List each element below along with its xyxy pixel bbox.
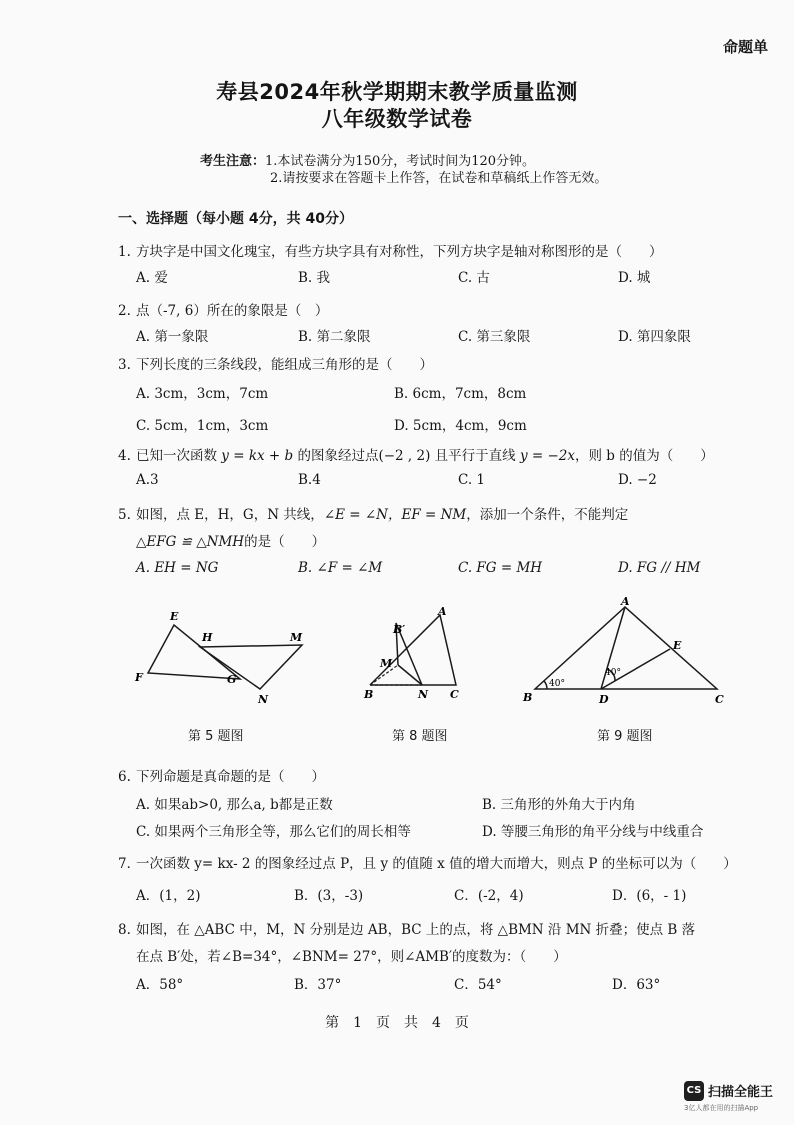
fig9-label-a: A bbox=[621, 595, 630, 608]
scanner-tagline: 3亿人都在用的扫描App bbox=[684, 1103, 759, 1112]
fig5-label-n: N bbox=[258, 693, 269, 706]
q1-option-c: C. 古 bbox=[458, 270, 490, 286]
q3-number: 3. bbox=[118, 357, 131, 373]
fig9-angle-b: 40° bbox=[549, 679, 565, 689]
fig5-label-f: F bbox=[135, 671, 143, 684]
q5-expr-1: ∠E = ∠N，EF = NM bbox=[323, 507, 467, 523]
fig9-angle-d: 40° bbox=[605, 668, 621, 678]
fig9-label-e: E bbox=[673, 639, 682, 652]
scanner-watermark bbox=[684, 1080, 773, 1113]
fig5-label-m: M bbox=[290, 631, 303, 644]
q6-option-b: B. 三角形的外角大于内角 bbox=[482, 797, 636, 813]
q3-option-b: B. 6cm，7cm，8cm bbox=[394, 386, 527, 402]
question-4 bbox=[118, 444, 714, 464]
notice-line2: 2.请按要求在答题卡上作答，在试卷和草稿纸上作答无效。 bbox=[270, 171, 608, 186]
fig9-label-c: C bbox=[715, 693, 724, 706]
q8-option-b: B．37° bbox=[294, 977, 342, 993]
q4-option-d: D. −2 bbox=[618, 472, 657, 488]
q2-text: 点（-7, 6）所在的象限是（ ） bbox=[136, 303, 329, 319]
q6-text: 下列命题是真命题的是（ ） bbox=[136, 769, 325, 785]
q4-text-c: ，则 b 的值为（ ） bbox=[575, 448, 714, 464]
q2-option-a: A. 第一象限 bbox=[136, 329, 209, 345]
page-number: 第 1 页 共 4 页 bbox=[325, 1015, 469, 1031]
exam-title-line2: 八年级数学试卷 bbox=[321, 107, 473, 131]
q7-option-b: B．(3，-3) bbox=[294, 888, 364, 904]
q5-option-b: B. ∠F = ∠M bbox=[298, 560, 383, 576]
q5-option-d: D. FG // HM bbox=[618, 560, 701, 576]
fig5-label-e: E bbox=[170, 610, 179, 623]
corner-label: 命题单 bbox=[722, 38, 768, 56]
q6-option-c: C. 如果两个三角形全等，那么它们的周长相等 bbox=[136, 824, 411, 840]
fig8-label-a: A bbox=[438, 605, 447, 618]
q3-option-d: D. 5cm，4cm，9cm bbox=[394, 418, 527, 434]
q6-option-a: A. 如果ab>0, 那么a, b都是正数 bbox=[136, 797, 333, 813]
q8-option-a: A．58° bbox=[136, 977, 184, 993]
fig8-label-c: C bbox=[450, 688, 459, 701]
q1-option-b: B. 我 bbox=[298, 270, 331, 286]
fig8-label-n: N bbox=[418, 688, 429, 701]
question-5-line2 bbox=[136, 530, 325, 550]
q6-number: 6. bbox=[118, 769, 131, 785]
fig9-label-d: D bbox=[599, 693, 609, 706]
figure-8-diagram bbox=[360, 605, 490, 710]
q5-number: 5. bbox=[118, 507, 131, 523]
q4-option-a: A.3 bbox=[136, 472, 159, 488]
figure-9-caption: 第 9 题图 bbox=[597, 729, 653, 744]
q1-option-a: A. 爱 bbox=[136, 270, 168, 286]
fig5-label-g: G bbox=[227, 673, 237, 686]
question-6 bbox=[118, 765, 325, 785]
q7-option-a: A．(1，2) bbox=[136, 888, 201, 904]
q1-number: 1. bbox=[118, 244, 131, 260]
fig9-label-b: B bbox=[523, 691, 533, 704]
figure-5-caption: 第 5 题图 bbox=[188, 729, 244, 744]
q3-option-a: A. 3cm，3cm，7cm bbox=[136, 386, 269, 402]
q5-option-a: A. EH = NG bbox=[136, 560, 219, 576]
q5-tail: 的是（ ） bbox=[244, 534, 326, 550]
q8-number: 8. bbox=[118, 922, 131, 938]
q5-text-a: 如图，点 E，H，G，N 共线， bbox=[136, 507, 324, 523]
q4-number: 4. bbox=[118, 448, 131, 464]
fig8-label-b-prime: B′ bbox=[393, 623, 406, 636]
question-7 bbox=[118, 852, 737, 872]
q5-text-b: ，添加一个条件，不能判定 bbox=[466, 507, 629, 523]
q2-option-d: D. 第四象限 bbox=[618, 329, 691, 345]
q3-text: 下列长度的三条线段，能组成三角形的是（ ） bbox=[136, 357, 433, 373]
question-2 bbox=[118, 299, 328, 319]
q4-expr-2: y = −2x bbox=[519, 448, 575, 464]
question-5 bbox=[118, 503, 628, 523]
q6-option-d: D. 等腰三角形的角平分线与中线重合 bbox=[482, 824, 704, 840]
figure-9-diagram bbox=[515, 595, 730, 710]
q4-text-a: 已知一次函数 bbox=[136, 448, 217, 464]
q8-option-d: D．63° bbox=[612, 977, 661, 993]
q8-option-c: C．54° bbox=[454, 977, 502, 993]
q4-option-c: C. 1 bbox=[458, 472, 486, 488]
notice-text-1: 1.本试卷满分为150分，考试时间为120分钟。 bbox=[265, 154, 536, 169]
question-1 bbox=[118, 240, 663, 260]
fig8-label-b: B bbox=[364, 688, 374, 701]
scanner-logo-icon: CS bbox=[684, 1081, 704, 1101]
q7-option-c: C．(-2，4) bbox=[454, 888, 524, 904]
q3-option-c: C. 5cm，1cm，3cm bbox=[136, 418, 269, 434]
q7-number: 7． bbox=[118, 856, 141, 872]
q4-text-b: 的图象经过点(−2 , 2) 且平行于直线 bbox=[297, 448, 516, 464]
fig8-label-m: M bbox=[380, 657, 393, 670]
section-title: 一、选择题（每小题 4分，共 40分） bbox=[118, 211, 353, 227]
scanner-app-name: 扫描全能王 bbox=[708, 1085, 774, 1100]
q4-option-b: B.4 bbox=[298, 472, 321, 488]
question-8 bbox=[118, 918, 695, 938]
exam-title-line1: 寿县2024年秋学期期末教学质量监测 bbox=[216, 80, 578, 104]
figure-5-diagram bbox=[130, 605, 310, 710]
question-8-line2: 在点 B′处，若∠B=34°，∠BNM= 27°，则∠AMB′的度数为：（ ） bbox=[136, 949, 567, 965]
q7-option-d: D．(6，- 1) bbox=[612, 888, 687, 904]
q5-congruence: △EFG ≌ △NMH bbox=[136, 534, 245, 550]
question-3 bbox=[118, 353, 433, 373]
q7-text: 一次函数 y= kx- 2 的图象经过点 P，且 y 的值随 x 值的增大而增大，则点 P 的坐标可以为（ ） bbox=[136, 856, 737, 872]
q1-option-d: D. 城 bbox=[618, 270, 651, 286]
q4-expr-1: y = kx + b bbox=[221, 448, 294, 464]
notice-label: 考生注意： bbox=[200, 154, 266, 169]
q2-option-c: C. 第三象限 bbox=[458, 329, 531, 345]
q2-option-b: B. 第二象限 bbox=[298, 329, 371, 345]
q8-text: 如图，在 △ABC 中，M，N 分别是边 AB，BC 上的点，将 △BMN 沿 MN 折叠；使点 B 落 bbox=[136, 922, 696, 938]
fig5-label-h: H bbox=[202, 631, 213, 644]
q5-option-c: C. FG = MH bbox=[458, 560, 543, 576]
q2-number: 2. bbox=[118, 303, 131, 319]
q1-text: 方块字是中国文化瑰宝，有些方块字具有对称性，下列方块字是轴对称图形的是（ ） bbox=[136, 244, 663, 260]
figure-8-caption: 第 8 题图 bbox=[392, 729, 448, 744]
